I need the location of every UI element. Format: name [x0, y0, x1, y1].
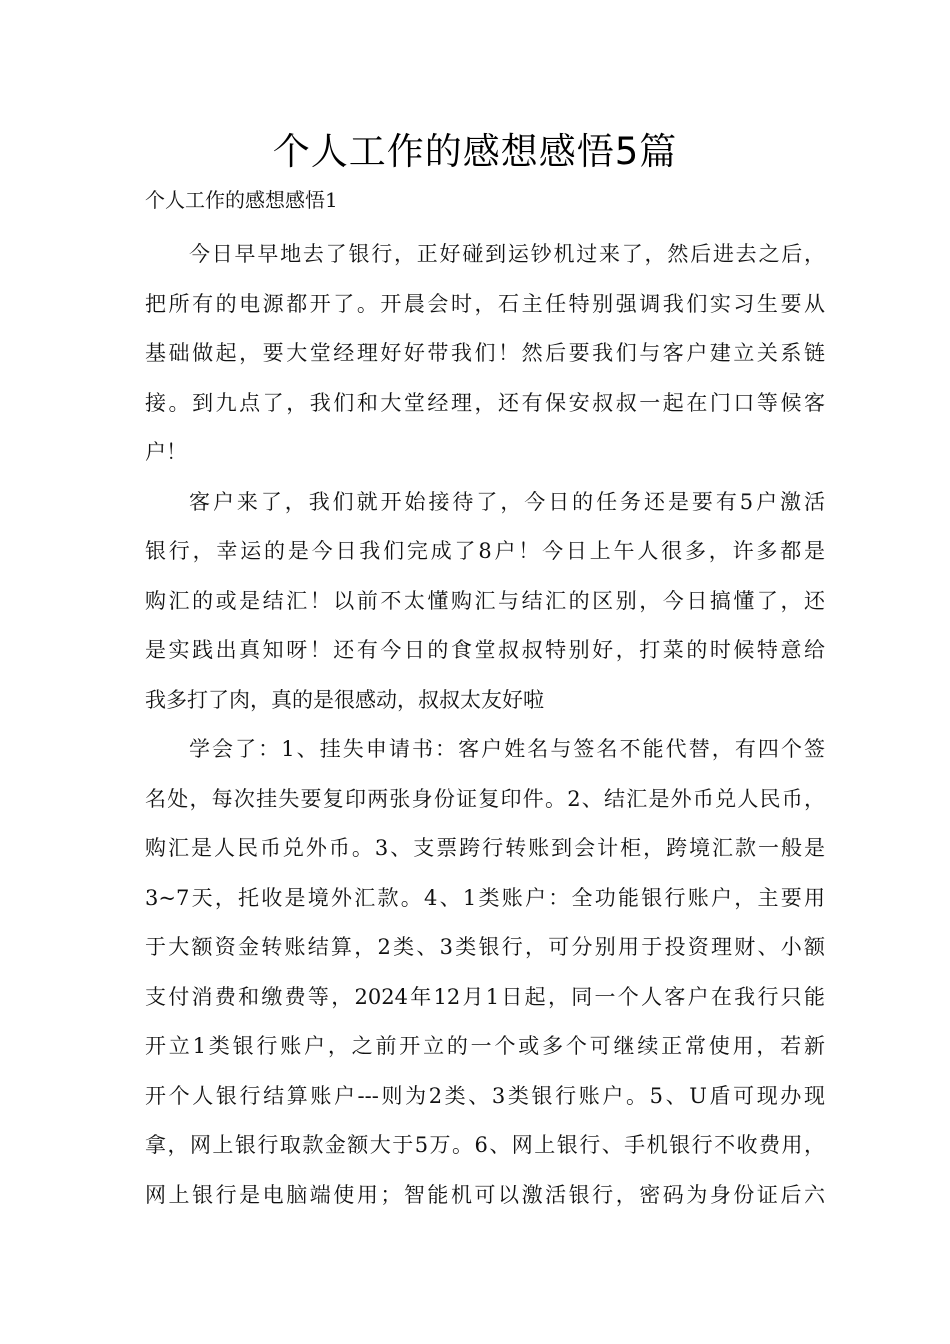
paragraph-line: 3~7天，托收是境外汇款。4、1类账户：全功能银行账户，主要用 [145, 885, 825, 910]
paragraph-line: 客户来了，我们就开始接待了，今日的任务还是要有5户激活 [189, 489, 825, 514]
paragraph-1 [145, 230, 825, 478]
document-title: 个人工作的感想感悟5篇 [272, 130, 678, 173]
paragraph-line: 于大额资金转账结算，2类、3类银行，可分别用于投资理财、小额 [145, 935, 825, 959]
paragraph-line: 把所有的电源都开了。开晨会时，石主任特别强调我们实习生要从 [145, 291, 825, 316]
paragraph-line: 今日早早地去了银行，正好碰到运钞机过来了，然后进去之后， [189, 242, 825, 266]
paragraph-line: 开立1类银行账户，之前开立的一个或多个可继续正常使用，若新 [145, 1034, 825, 1058]
section-subtitle: 个人工作的感想感悟1 [145, 188, 338, 212]
document-body [145, 230, 825, 1220]
paragraph-line: 网上银行是电脑端使用；智能机可以激活银行，密码为身份证后六 [145, 1182, 825, 1207]
paragraph-line: 购汇的或是结汇！以前不太懂购汇与结汇的区别，今日搞懂了，还 [145, 588, 825, 613]
paragraph-3 [145, 725, 825, 1220]
paragraph-line: 我多打了肉，真的是很感动，叔叔太友好啦 [145, 687, 544, 712]
paragraph-line: 学会了：1、挂失申请书：客户姓名与签名不能代替，有四个签 [189, 737, 825, 761]
paragraph-line: 拿，网上银行取款金额大于5万。6、网上银行、手机银行不收费用， [145, 1133, 825, 1157]
paragraph-line: 银行，幸运的是今日我们完成了8户！今日上午人很多，许多都是 [145, 539, 825, 563]
paragraph-line: 接。到九点了，我们和大堂经理，还有保安叔叔一起在门口等候客 [145, 390, 825, 415]
paragraph-2 [145, 478, 825, 726]
paragraph-line: 支付消费和缴费等，2024年12月1日起，同一个人客户在我行只能 [145, 984, 825, 1009]
paragraph-line: 户！ [145, 440, 187, 464]
paragraph-line: 购汇是人民币兑外币。3、支票跨行转账到会计柜，跨境汇款一般是 [145, 836, 825, 860]
paragraph-line: 名处，每次挂失要复印两张身份证复印件。2、结汇是外币兑人民币， [145, 786, 825, 811]
paragraph-line: 开个人银行结算账户---则为2类、3类银行账户。5、U盾可现办现 [145, 1083, 825, 1108]
paragraph-line: 是实践出真知呀！还有今日的食堂叔叔特别好，打菜的时候特意给 [145, 638, 825, 662]
paragraph-line: 基础做起，要大堂经理好好带我们！然后要我们与客户建立关系链 [145, 341, 825, 365]
